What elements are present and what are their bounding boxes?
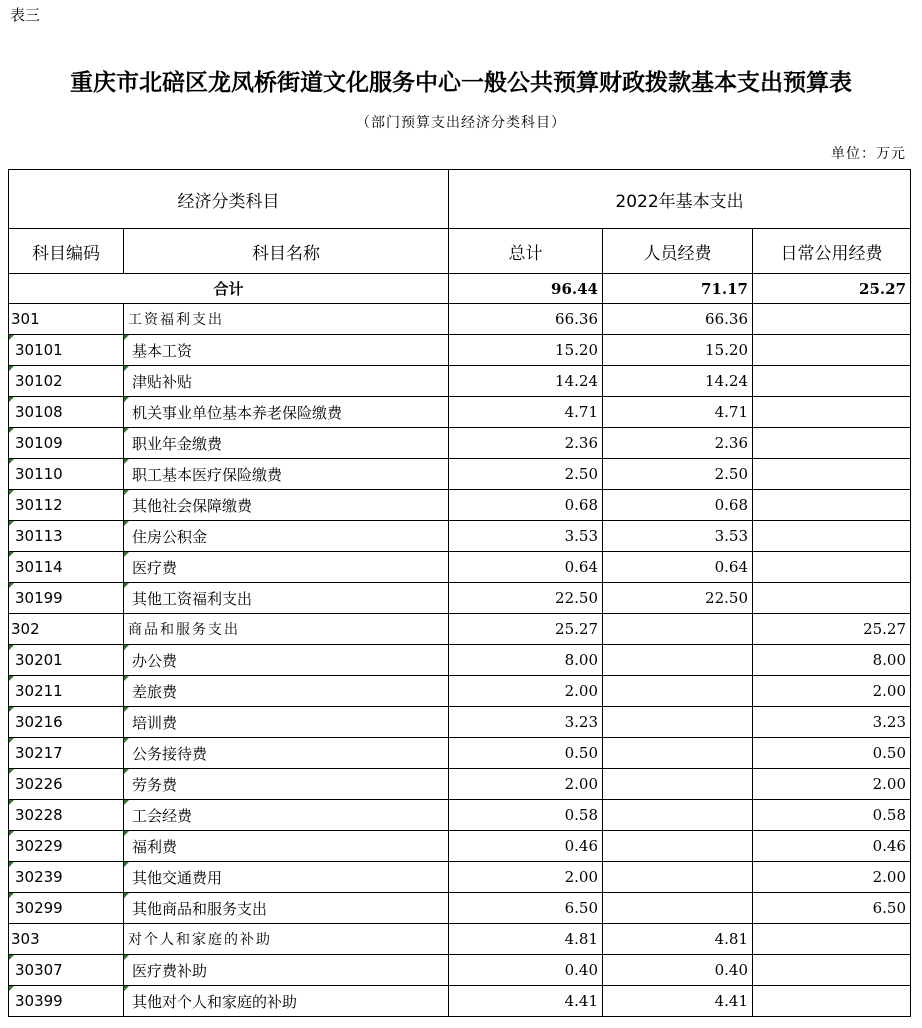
row-total: 25.27 (449, 614, 603, 645)
table-row (9, 459, 911, 490)
row-total: 3.23 (449, 707, 603, 738)
table-row (9, 521, 911, 552)
row-total: 15.20 (449, 335, 603, 366)
row-name: 公务接待费 (124, 738, 449, 769)
table-row (9, 831, 911, 862)
row-code: 30109 (9, 428, 124, 459)
table-row (9, 769, 911, 800)
row-code: 30399 (9, 986, 124, 1017)
row-personnel (603, 738, 753, 769)
row-public (753, 366, 911, 397)
category-row (9, 304, 911, 335)
row-name: 培训费 (124, 707, 449, 738)
row-name: 差旅费 (124, 676, 449, 707)
row-public (753, 583, 911, 614)
row-code: 303 (9, 924, 124, 955)
row-public (753, 490, 911, 521)
row-personnel: 4.81 (603, 924, 753, 955)
row-code: 30229 (9, 831, 124, 862)
table-row (9, 676, 911, 707)
row-code: 30110 (9, 459, 124, 490)
row-personnel (603, 707, 753, 738)
row-public (753, 552, 911, 583)
row-personnel: 15.20 (603, 335, 753, 366)
header-public: 日常公用经费 (753, 229, 911, 274)
row-total: 0.40 (449, 955, 603, 986)
table-row (9, 583, 911, 614)
row-name: 工资福利支出 (124, 304, 449, 335)
table-row (9, 707, 911, 738)
row-public (753, 986, 911, 1017)
row-public: 2.00 (753, 862, 911, 893)
table-row (9, 738, 911, 769)
table-row (9, 397, 911, 428)
table-row (9, 893, 911, 924)
row-public: 6.50 (753, 893, 911, 924)
row-public: 0.46 (753, 831, 911, 862)
table-row (9, 428, 911, 459)
row-code: 301 (9, 304, 124, 335)
row-total: 0.58 (449, 800, 603, 831)
row-public (753, 335, 911, 366)
row-personnel (603, 893, 753, 924)
row-name: 其他交通费用 (124, 862, 449, 893)
header-code: 科目编码 (9, 229, 124, 274)
row-public: 2.00 (753, 769, 911, 800)
row-total: 0.64 (449, 552, 603, 583)
row-name: 工会经费 (124, 800, 449, 831)
row-name: 职工基本医疗保险缴费 (124, 459, 449, 490)
row-total: 4.81 (449, 924, 603, 955)
row-code: 30102 (9, 366, 124, 397)
row-personnel: 22.50 (603, 583, 753, 614)
row-personnel: 2.50 (603, 459, 753, 490)
row-total: 0.50 (449, 738, 603, 769)
summary-label: 合计 (9, 274, 449, 304)
summary-public: 25.27 (753, 274, 911, 304)
row-total: 2.36 (449, 428, 603, 459)
row-public (753, 304, 911, 335)
row-name: 办公费 (124, 645, 449, 676)
row-name: 医疗费补助 (124, 955, 449, 986)
row-name: 劳务费 (124, 769, 449, 800)
table-row (9, 490, 911, 521)
row-personnel (603, 645, 753, 676)
row-code: 30228 (9, 800, 124, 831)
header-personnel: 人员经费 (603, 229, 753, 274)
table-number-label: 表三 (10, 6, 41, 24)
table-row (9, 552, 911, 583)
row-public (753, 924, 911, 955)
row-code: 30201 (9, 645, 124, 676)
table-row (9, 335, 911, 366)
table-row (9, 645, 911, 676)
table-row (9, 862, 911, 893)
table-row (9, 366, 911, 397)
row-name: 其他工资福利支出 (124, 583, 449, 614)
row-public: 25.27 (753, 614, 911, 645)
row-personnel (603, 831, 753, 862)
header-economic-category: 经济分类科目 (9, 170, 449, 229)
row-personnel: 14.24 (603, 366, 753, 397)
row-personnel: 3.53 (603, 521, 753, 552)
row-name: 其他商品和服务支出 (124, 893, 449, 924)
row-total: 14.24 (449, 366, 603, 397)
row-code: 30307 (9, 955, 124, 986)
row-public: 2.00 (753, 676, 911, 707)
row-name: 机关事业单位基本养老保险缴费 (124, 397, 449, 428)
header-total: 总计 (449, 229, 603, 274)
row-total: 3.53 (449, 521, 603, 552)
row-name: 商品和服务支出 (124, 614, 449, 645)
row-public: 0.58 (753, 800, 911, 831)
row-code: 30239 (9, 862, 124, 893)
row-total: 4.71 (449, 397, 603, 428)
row-personnel (603, 800, 753, 831)
row-personnel: 4.41 (603, 986, 753, 1017)
row-code: 30199 (9, 583, 124, 614)
row-personnel: 2.36 (603, 428, 753, 459)
row-name: 其他社会保障缴费 (124, 490, 449, 521)
table-row (9, 955, 911, 986)
row-personnel: 0.64 (603, 552, 753, 583)
row-total: 66.36 (449, 304, 603, 335)
row-total: 0.68 (449, 490, 603, 521)
row-name: 基本工资 (124, 335, 449, 366)
row-total: 6.50 (449, 893, 603, 924)
row-personnel (603, 614, 753, 645)
row-total: 0.46 (449, 831, 603, 862)
row-personnel: 0.68 (603, 490, 753, 521)
table-row (9, 986, 911, 1017)
document-subtitle: （部门预算支出经济分类科目） (356, 115, 566, 131)
row-total: 22.50 (449, 583, 603, 614)
row-code: 30112 (9, 490, 124, 521)
row-code: 30217 (9, 738, 124, 769)
row-name: 住房公积金 (124, 521, 449, 552)
row-code: 30299 (9, 893, 124, 924)
row-total: 2.00 (449, 862, 603, 893)
row-code: 30211 (9, 676, 124, 707)
row-personnel (603, 862, 753, 893)
table-row (9, 800, 911, 831)
row-public (753, 428, 911, 459)
row-name: 医疗费 (124, 552, 449, 583)
summary-total: 96.44 (449, 274, 603, 304)
row-code: 30113 (9, 521, 124, 552)
row-personnel: 4.71 (603, 397, 753, 428)
row-code: 30226 (9, 769, 124, 800)
row-public: 3.23 (753, 707, 911, 738)
category-row (9, 924, 911, 955)
row-total: 4.41 (449, 986, 603, 1017)
row-name: 对个人和家庭的补助 (124, 924, 449, 955)
row-public (753, 459, 911, 490)
row-public: 0.50 (753, 738, 911, 769)
row-personnel (603, 676, 753, 707)
row-public: 8.00 (753, 645, 911, 676)
row-public (753, 397, 911, 428)
row-personnel: 66.36 (603, 304, 753, 335)
row-code: 30101 (9, 335, 124, 366)
document-title: 重庆市北碚区龙凤桥街道文化服务中心一般公共预算财政拨款基本支出预算表 (70, 70, 852, 96)
row-public (753, 955, 911, 986)
summary-personnel: 71.17 (603, 274, 753, 304)
row-personnel: 0.40 (603, 955, 753, 986)
summary-row (9, 274, 911, 304)
row-code: 30108 (9, 397, 124, 428)
row-personnel (603, 769, 753, 800)
header-basic-expenditure: 2022年基本支出 (449, 170, 911, 229)
row-name: 其他对个人和家庭的补助 (124, 986, 449, 1017)
row-code: 30216 (9, 707, 124, 738)
category-row (9, 614, 911, 645)
row-name: 福利费 (124, 831, 449, 862)
row-public (753, 521, 911, 552)
row-total: 2.00 (449, 676, 603, 707)
row-name: 职业年金缴费 (124, 428, 449, 459)
row-name: 津贴补贴 (124, 366, 449, 397)
header-name: 科目名称 (124, 229, 449, 274)
row-code: 30114 (9, 552, 124, 583)
unit-label: 单位：万元 (831, 146, 906, 162)
row-total: 2.00 (449, 769, 603, 800)
row-total: 8.00 (449, 645, 603, 676)
row-code: 302 (9, 614, 124, 645)
budget-table (8, 169, 911, 1017)
row-total: 2.50 (449, 459, 603, 490)
table-body (9, 274, 911, 1017)
